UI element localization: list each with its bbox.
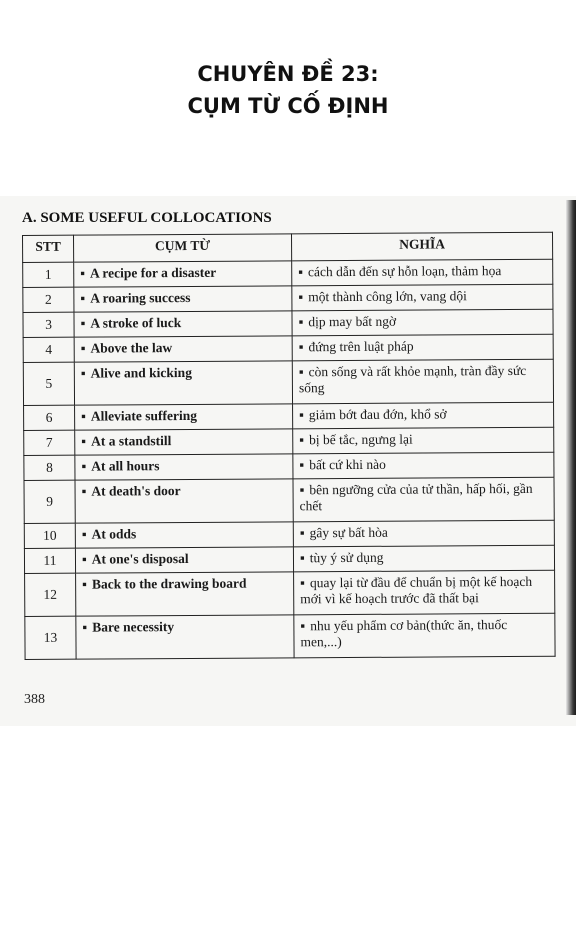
table-row: [24, 402, 554, 430]
row-number: 11: [24, 548, 75, 573]
table-header-row: [23, 232, 553, 262]
collocation-meaning: ▪ gây sự bất hòa: [300, 525, 388, 541]
collocation-term: ▪ A recipe for a disaster: [80, 265, 216, 281]
row-number: 9: [24, 480, 75, 523]
collocation-term: ▪ Alleviate suffering: [81, 408, 197, 424]
collocation-term: ▪ Bare necessity: [82, 619, 174, 635]
column-header-stt: STT: [23, 235, 74, 262]
collocation-meaning: ▪ dịp may bất ngờ: [298, 314, 396, 330]
collocation-term: ▪ Back to the drawing board: [82, 576, 246, 592]
row-number: 6: [24, 405, 75, 430]
column-header-term: CỤM TỪ: [74, 234, 292, 262]
table-row: [23, 259, 553, 287]
collocation-term: ▪ At all hours: [81, 458, 159, 473]
collocation-meaning: ▪ cách dẫn đến sự hỗn loạn, thảm họa: [298, 263, 501, 279]
row-number: 13: [25, 616, 76, 659]
row-number: 8: [24, 455, 75, 480]
table-row: [25, 613, 555, 659]
collocation-meaning: ▪ bị bế tắc, ngưng lại: [299, 432, 413, 448]
table-row: [24, 520, 554, 548]
row-number: 12: [25, 573, 76, 616]
table-row: [23, 309, 553, 337]
title-line-1: CHUYÊN ĐỀ 23:: [197, 62, 379, 86]
collocation-term: ▪ A roaring success: [80, 290, 190, 306]
table-row: [23, 334, 553, 362]
collocation-meaning: ▪ giảm bớt đau đớn, khổ sở: [299, 406, 447, 422]
collocation-meaning: ▪ quay lại từ đầu để chuẩn bị một kế hoạch mới vì kế hoạch trước đã thất bại: [300, 574, 532, 606]
row-number: 4: [23, 337, 74, 362]
collocation-term: ▪ Above the law: [81, 340, 173, 356]
row-number: 10: [24, 523, 75, 548]
collocations-table: [22, 232, 556, 660]
collocation-term: ▪ At death's door: [82, 483, 181, 499]
page-title: [0, 58, 576, 122]
section-heading: A. SOME USEFUL COLLOCATIONS: [22, 210, 272, 226]
collocation-meaning: ▪ bên ngưỡng cửa của tử thần, hấp hối, gần chết: [300, 481, 533, 513]
row-number: 5: [23, 362, 74, 405]
page-number: 388: [24, 692, 45, 707]
column-header-meaning: NGHĨA: [291, 232, 552, 261]
collocation-term: ▪ Alive and kicking: [81, 365, 192, 381]
collocation-meaning: ▪ nhu yếu phẩm cơ bản(thức ăn, thuốc men,...): [300, 617, 507, 649]
collocation-meaning: ▪ bất cứ khi nào: [299, 457, 386, 473]
collocation-term: ▪ At one's disposal: [82, 551, 189, 567]
title-line-2: CỤM TỪ CỐ ĐỊNH: [187, 94, 389, 118]
row-number: 7: [24, 430, 75, 455]
collocation-term: ▪ At odds: [82, 526, 137, 541]
page-edge-shadow: [566, 200, 576, 715]
row-number: 2: [23, 287, 74, 312]
collocation-meaning: ▪ đứng trên luật pháp: [299, 339, 414, 355]
collocation-term: ▪ A stroke of luck: [80, 315, 181, 331]
table-row: [23, 359, 553, 405]
row-number: 1: [23, 262, 74, 287]
table-row: [24, 545, 554, 573]
collocation-meaning: ▪ còn sống và rất khỏe mạnh, tràn đầy sức sống: [299, 363, 527, 395]
table-row: [24, 427, 554, 455]
collocation-term: ▪ At a standstill: [81, 433, 171, 449]
table-row: [24, 477, 554, 523]
table-row: [23, 284, 553, 312]
collocation-meaning: ▪ một thành công lớn, vang dội: [298, 288, 467, 304]
collocation-meaning: ▪ tùy ý sử dụng: [300, 550, 384, 566]
table-row: [24, 452, 554, 480]
row-number: 3: [23, 312, 74, 337]
table-row: [25, 570, 555, 616]
